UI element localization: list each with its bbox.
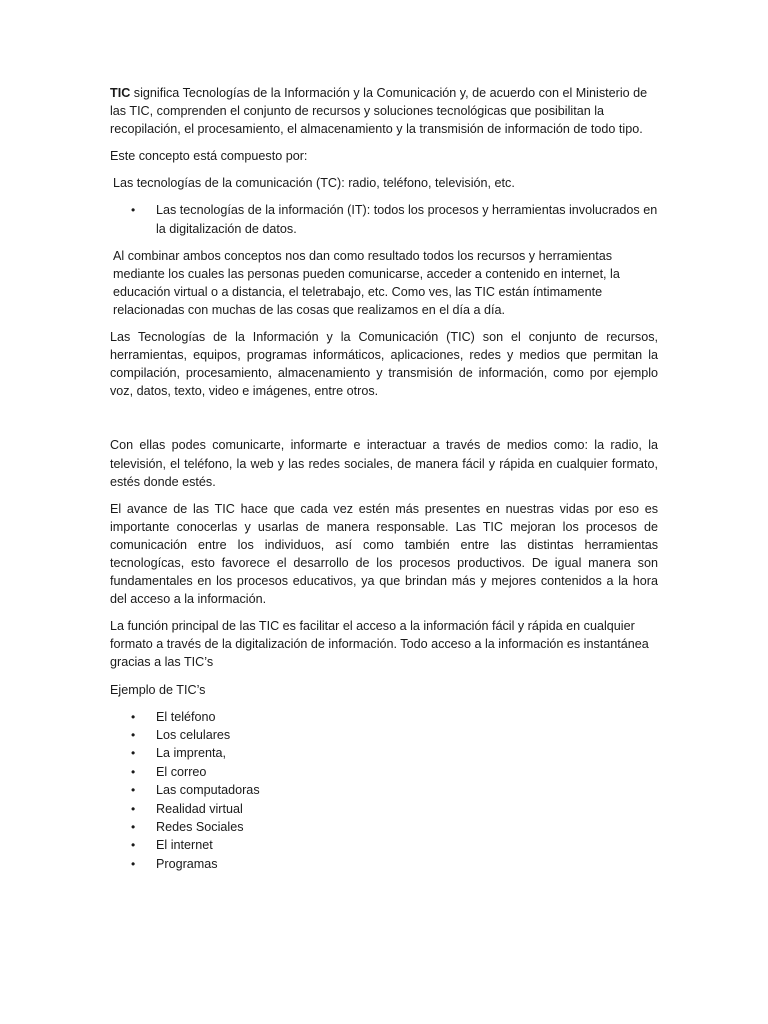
paragraph-tic-definition [110,84,658,138]
list-item-text: El correo [156,764,207,779]
bullet-icon: • [131,801,136,816]
list-item [110,781,658,799]
list-item [110,763,658,781]
bullet-icon: • [131,783,136,798]
it-bullet-list [110,201,658,237]
list-item-text: El internet [156,838,213,853]
paragraph-advance: El avance de las TIC hace que cada vez estén más presentes en nuestras vidas por eso es importante conocerlas y usarlas de manera responsable. Las TIC mejoran los procesos de comunicación entre los individuos, así como también entre las distintas herramientas tecnologícas, esto favorece el desarrollo de los procesos productivos. De igual manera son fundamentales en los procesos educativos, ya que brindan más y mejores contenidos a la hora del acceso a la información. [110,501,658,607]
paragraph-tc: Las tecnologías de la comunicación (TC): radio, teléfono, televisión, etc. [113,176,515,191]
list-item [110,855,658,873]
list-item-text: La imprenta, [156,746,227,761]
paragraph-communication: Con ellas podes comunicarte, informarte e interactuar a través de medios como: la radio, la televisión, el teléfono, la web y las redes sociales, de manera fácil y rápida en cualquier formato, estés donde estés. [110,438,658,489]
paragraph-tic-resources: Las Tecnologías de la Información y la Comunicación (TIC) son el conjunto de recursos, herramientas, equipos, programas informáticos, aplicaciones, redes y medios que permitan la compilación, procesamiento, almacenamiento y transmisión de información, como por ejemplo voz, datos, texto, video e imágenes, entre otros. [110,330,658,399]
list-item [110,201,658,237]
list-item [110,726,658,744]
list-item [110,836,658,854]
list-item-text: Redes Sociales [156,820,244,835]
paragraph-concept-intro: Este concepto está compuesto por: [110,149,308,164]
blank-line [110,409,658,436]
list-item-text: Los celulares [156,728,231,743]
bullet-icon: • [131,838,136,853]
bullet-icon: • [131,203,136,218]
bullet-icon: • [131,820,136,835]
list-item-text: Realidad virtual [156,801,243,816]
bullet-icon: • [131,746,136,761]
paragraph-examples-heading: Ejemplo de TIC’s [110,682,206,697]
list-item-text: El teléfono [156,709,216,724]
document-body [110,84,658,882]
paragraph-main-function: La función principal de las TIC es facilitar el acceso a la información fácil y rápida en cualquier formato a través de la digitalización de información. Todo acceso a la información es instantánea gracias a las TIC’s [110,619,649,670]
term-tic: TIC [110,86,131,100]
list-item-text: Las tecnologías de la información (IT): todos los procesos y herramientas involucrados en la digitalización de datos. [156,203,658,236]
paragraph-combination: Al combinar ambos conceptos nos dan como resultado todos los recursos y herramientas mediante los cuales las personas pueden comunicarse, acceder a contenido en internet, la educación virtual o a distancia, el teletrabajo, etc. Como ves, las TIC están íntimamente relacionadas con muchas de las cosas que realizamos en el día a día. [113,248,620,317]
bullet-icon: • [131,764,136,779]
list-item [110,800,658,818]
list-item [110,744,658,762]
list-item [110,708,658,726]
examples-list [110,708,658,874]
bullet-icon: • [131,709,136,724]
bullet-icon: • [131,856,136,871]
bullet-icon: • [131,728,136,743]
list-item-text: Las computadoras [156,783,260,798]
definition-text: significa Tecnologías de la Información y la Comunicación y, de acuerdo con el Ministerio de las TIC, comprenden el conjunto de recursos y soluciones tecnológicas que posibilitan la recopilación, el procesamiento, el almacenamiento y la transmisión de información de todo tipo. [110,86,648,137]
list-item [110,818,658,836]
list-item-text: Programas [156,856,218,871]
